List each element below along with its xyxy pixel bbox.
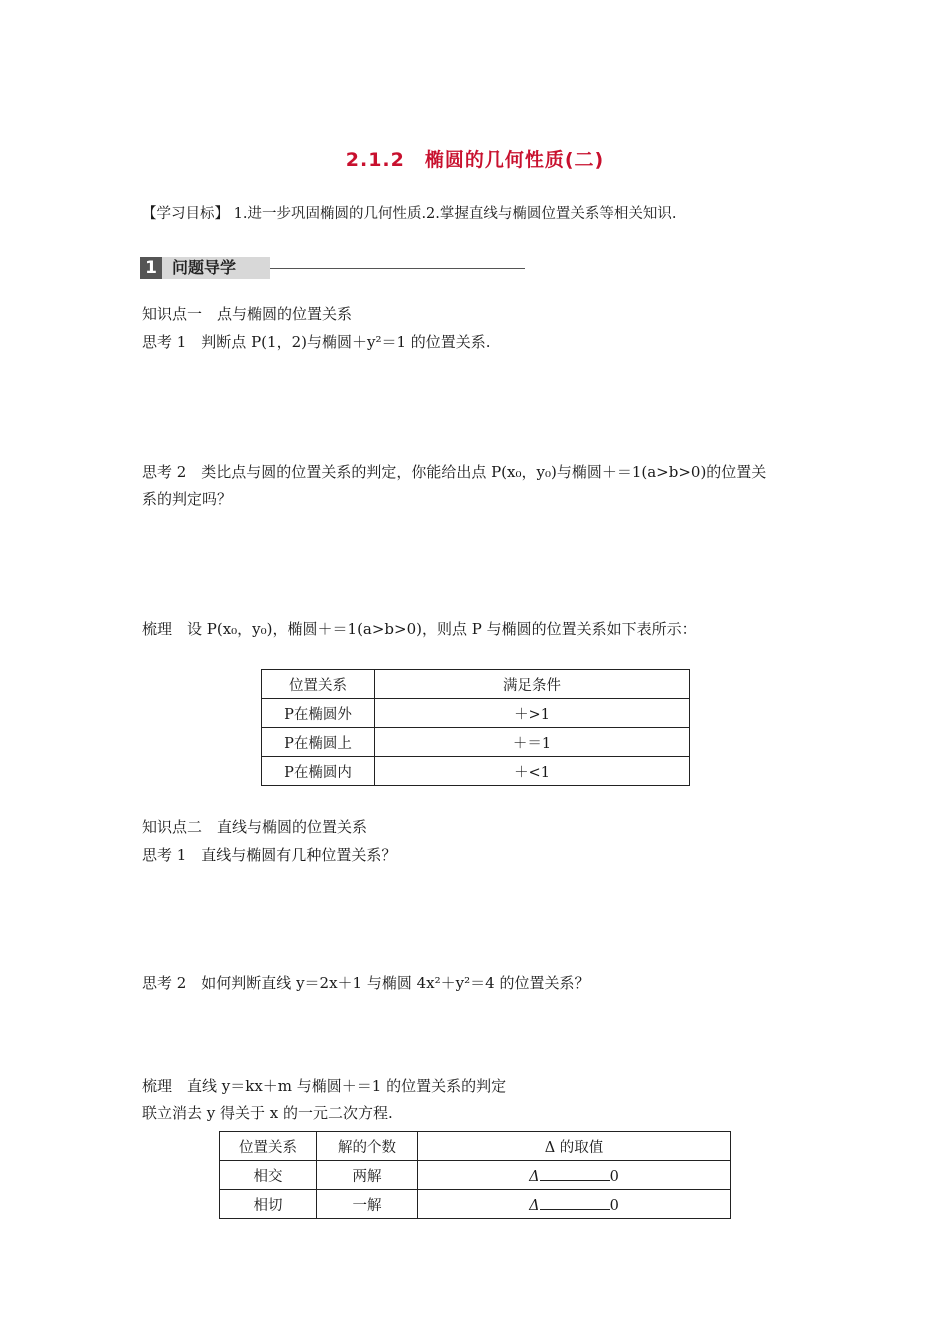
table-header-cell: 位置关系 [262, 670, 375, 699]
delta-symbol: Δ [529, 1197, 540, 1214]
learning-goal [142, 202, 677, 223]
answer-blank [540, 1166, 610, 1181]
delta-symbol: Δ [529, 1168, 540, 1185]
table-cell: 一解 [317, 1190, 418, 1219]
kp1-summary: 梳理 设 P(x₀，y₀)，椭圆＋＝1(a>b>0)，则点 P 与椭圆的位置关系如下表所示： [142, 620, 697, 638]
table-row [262, 728, 690, 757]
kp1-question-2-line2: 系的判定吗？ [142, 490, 233, 508]
table-cell: P在椭圆内 [262, 757, 375, 786]
table-cell: ＋<1 [375, 757, 690, 786]
section-label: 问题导学 [162, 257, 270, 279]
zero-value: 0 [609, 1168, 619, 1185]
kp2-heading: 知识点二 直线与椭圆的位置关系 [142, 818, 368, 836]
learning-goal-label: 【学习目标】 [142, 206, 229, 222]
answer-blank [540, 1195, 610, 1210]
kp2-question-2: 思考 2 如何判断直线 y＝2x＋1 与椭圆 4x²＋y²＝4 的位置关系？ [142, 974, 590, 992]
table-cell: 相切 [220, 1190, 317, 1219]
table-row [262, 699, 690, 728]
table-cell [418, 1161, 731, 1190]
table-cell: 相交 [220, 1161, 317, 1190]
table-header-cell: 满足条件 [375, 670, 690, 699]
table-row [262, 757, 690, 786]
section-number: 1 [140, 257, 162, 279]
table-row [220, 1161, 731, 1190]
table-cell: 两解 [317, 1161, 418, 1190]
kp2-question-1: 思考 1 直线与椭圆有几种位置关系？ [142, 846, 397, 864]
page-title: 2.1.2 椭圆的几何性质(二) [345, 149, 605, 171]
table-header-row [262, 670, 690, 699]
table-cell: P在椭圆上 [262, 728, 375, 757]
learning-goal-text: 1.进一步巩固椭圆的几何性质.2.掌握直线与椭圆位置关系等相关知识. [233, 206, 677, 222]
kp1-heading: 知识点一 点与椭圆的位置关系 [142, 305, 353, 323]
table-cell: ＋>1 [375, 699, 690, 728]
table-header-cell: 位置关系 [220, 1132, 317, 1161]
line-position-table [219, 1131, 731, 1219]
kp2-summary-2: 联立消去 y 得关于 x 的一元二次方程. [142, 1104, 393, 1122]
table-row [220, 1190, 731, 1219]
table-header-cell: Δ 的取值 [418, 1132, 731, 1161]
kp1-question-1: 思考 1 判断点 P(1，2)与椭圆＋y²＝1 的位置关系. [142, 333, 491, 351]
section-divider [270, 268, 525, 269]
section-header [140, 257, 525, 279]
table-header-row [220, 1132, 731, 1161]
zero-value: 0 [609, 1197, 619, 1214]
table-cell [418, 1190, 731, 1219]
table-cell: ＋＝1 [375, 728, 690, 757]
kp1-question-2-line1: 思考 2 类比点与圆的位置关系的判定，你能给出点 P(x₀，y₀)与椭圆＋＝1(a>b>0)的位置关 [142, 463, 767, 481]
kp2-summary-1: 梳理 直线 y＝kx＋m 与椭圆＋＝1 的位置关系的判定 [142, 1077, 507, 1095]
table-cell: P在椭圆外 [262, 699, 375, 728]
point-position-table [261, 669, 690, 786]
table-header-cell: 解的个数 [317, 1132, 418, 1161]
